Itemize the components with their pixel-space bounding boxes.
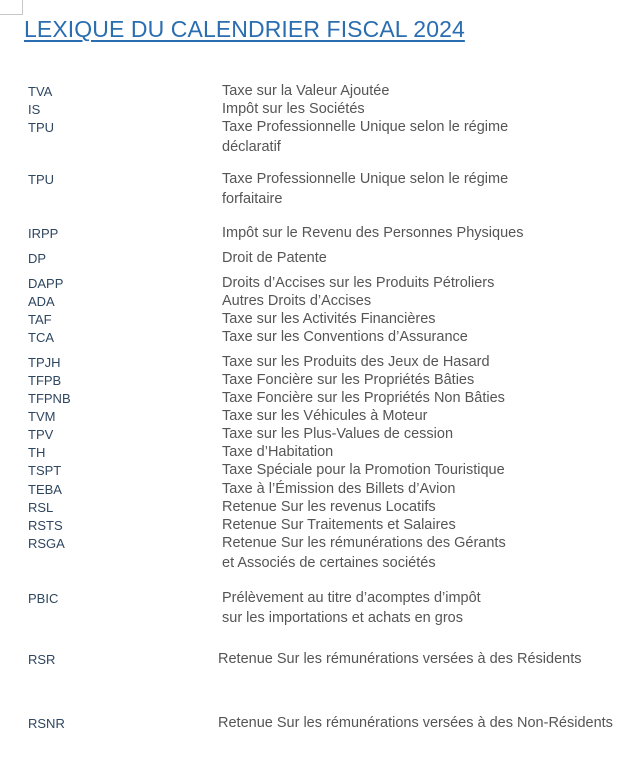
entry-description: Impôt sur le Revenu des Personnes Physiques [222,225,524,241]
entry-description: Taxe sur la Valeur Ajoutée [222,83,390,99]
entry-abbreviation: IS [28,102,41,117]
entry-abbreviation: DP [28,251,47,266]
entry-abbreviation: TFPNB [28,391,71,406]
entry-description: Taxe sur les Activités Financières [222,311,436,327]
entry-abbreviation: RSL [28,500,54,515]
entry-abbreviation: TPV [28,427,54,442]
entry-abbreviation: TH [28,445,46,460]
entry-abbreviation: TVA [28,84,53,99]
entry-abbreviation: TFPB [28,373,62,388]
entry-abbreviation: TCA [28,330,54,345]
entry-abbreviation: RSR [28,652,56,667]
entry-abbreviation: TSPT [28,463,62,478]
entry-description: Taxe Professionnelle Unique selon le régime [222,171,509,187]
entry-abbreviation: TPU [28,120,54,135]
entry-description: Taxe à l’Émission des Billets d’Avion [222,481,456,497]
entry-description: Droit de Patente [222,250,327,266]
entry-description: déclaratif [222,139,281,155]
entry-description: sur les importations et achats en gros [222,610,463,626]
entry-abbreviation: RSTS [28,518,63,533]
entry-abbreviation: TPJH [28,355,61,370]
entry-abbreviation: RSGA [28,536,65,551]
entry-description: Taxe sur les Produits des Jeux de Hasard [222,354,490,370]
entry-description: Impôt sur les Sociétés [222,101,365,117]
entry-description: Taxe sur les Plus-Values de cession [222,426,454,442]
entry-description: Retenue Sur les rémunérations versées à des Résidents [218,651,582,667]
entry-abbreviation: DAPP [28,276,64,291]
entry-description: Droits d’Accises sur les Produits Pétroliers [222,275,495,291]
entry-abbreviation: TVM [28,409,56,424]
entry-description: Taxe Foncière sur les Propriétés Non Bâties [222,390,505,406]
entry-description: Prélèvement au titre d’acomptes d’impôt [222,590,481,606]
entry-description: Retenue Sur les rémunérations versées à des Non-Résidents [218,715,613,731]
entry-description: forfaitaire [222,191,283,207]
entry-description: Autres Droits d’Accises [222,293,372,309]
entry-description: Retenue Sur Traitements et Salaires [222,517,456,533]
entry-abbreviation: ADA [28,294,55,309]
entry-abbreviation: TAF [28,312,52,327]
entry-description: Taxe Professionnelle Unique selon le régime [222,119,509,135]
entry-abbreviation: PBIC [28,591,59,606]
entry-description: Taxe d’Habitation [222,444,334,460]
entry-description: Taxe Spéciale pour la Promotion Touristique [222,462,505,478]
entry-abbreviation: RSNR [28,716,65,731]
entry-abbreviation: TEBA [28,482,62,497]
entry-abbreviation: TPU [28,172,54,187]
entry-description: et Associés de certaines sociétés [222,555,436,571]
entry-description: Retenue Sur les rémunérations des Gérants [222,535,506,551]
entry-description: Taxe Foncière sur les Propriétés Bâties [222,372,475,388]
entry-abbreviation: IRPP [28,226,59,241]
entry-description: Retenue Sur les revenus Locatifs [222,499,436,515]
entry-description: Taxe sur les Conventions d’Assurance [222,329,468,345]
page-corner-mark [0,0,23,15]
entry-description: Taxe sur les Véhicules à Moteur [222,408,428,424]
page-title: LEXIQUE DU CALENDRIER FISCAL 2024 [24,16,465,42]
